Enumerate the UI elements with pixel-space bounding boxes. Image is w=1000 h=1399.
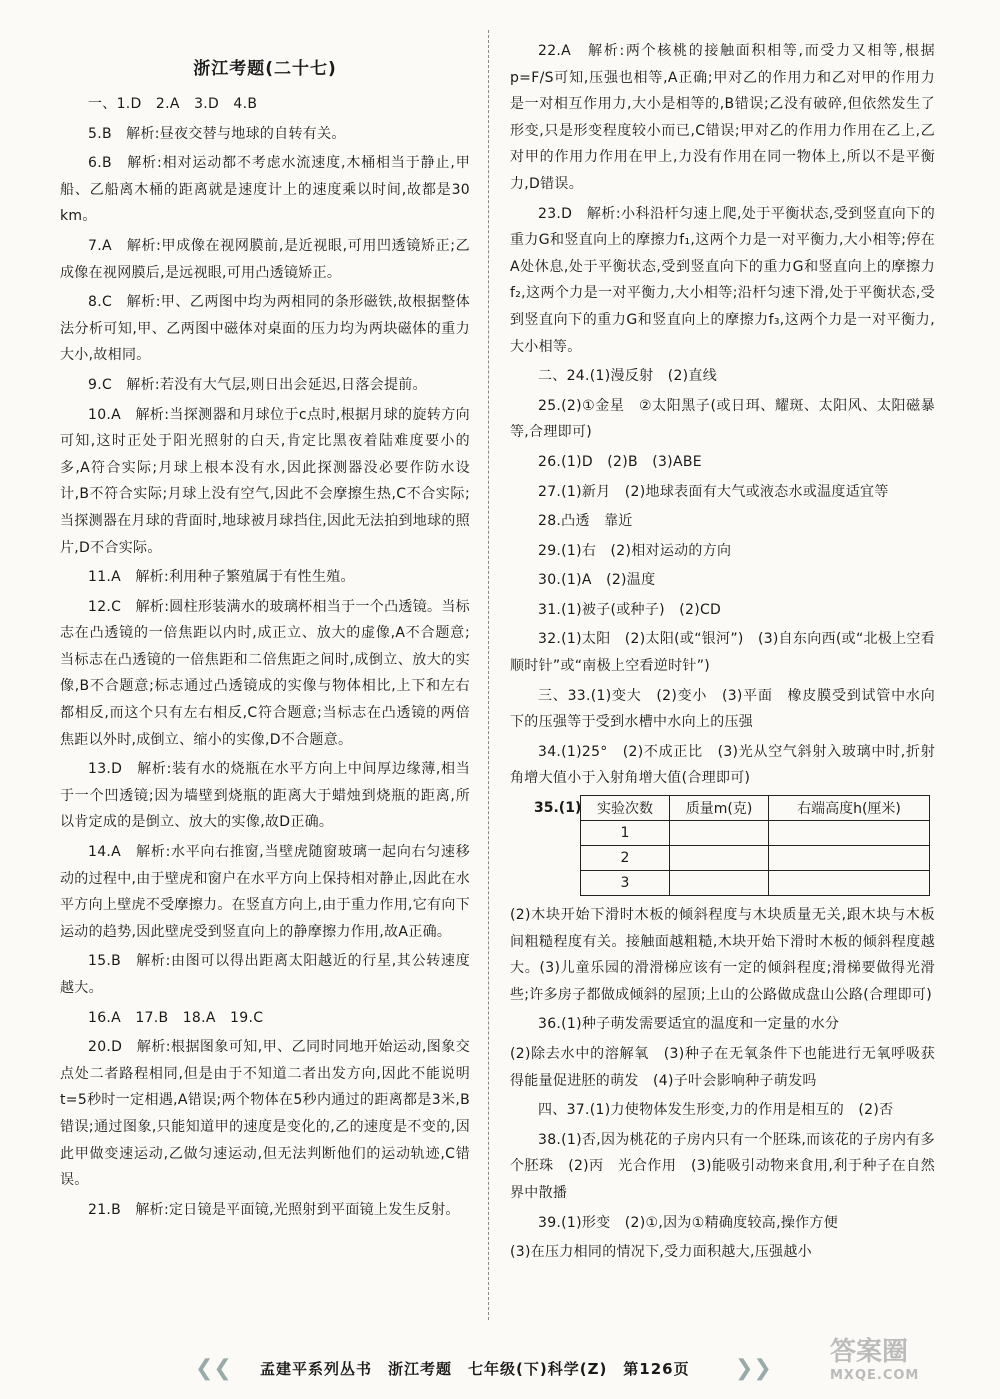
answer-paragraph: 16.A 17.B 18.A 19.C [88, 1009, 264, 1026]
answer-paragraph: 30.(1)A (2)温度 [538, 572, 656, 589]
answer-paragraph: 5.B 解析:昼夜交替与地球的自转有关。 [88, 125, 346, 142]
answer-paragraph: 39.(1)形变 (2)①,因为①精确度较高,操作方便 [538, 1214, 839, 1231]
answer-paragraph: 29.(1)右 (2)相对运动的方向 [538, 542, 732, 559]
watermark-logo [830, 1337, 920, 1388]
table-cell [670, 871, 769, 896]
answer-paragraph: 一、1.D 2.A 3.D 4.B [88, 96, 258, 112]
answer-paragraph: 8.C 解析:甲、乙两图中均为两相同的条形磁铁,故根据整体法分析可知,甲、乙两图中磁体对桌面的压力均为两块磁体的重力大小,故相同。 [60, 294, 470, 364]
answer-paragraph: 26.(1)D (2)B (3)ABE [538, 453, 702, 470]
table-header-row [581, 796, 930, 821]
table-header: 右端高度h(厘米) [769, 796, 930, 821]
answer-paragraph: 11.A 解析:利用种子繁殖属于有性生殖。 [88, 569, 355, 586]
table-cell: 1 [581, 821, 670, 846]
table-header: 质量m(克) [670, 796, 769, 821]
answer-paragraph: 12.C 解析:圆柱形装满水的玻璃杯相当于一个凸透镜。当标志在凸透镜的一倍焦距以内时,成正立、放大的虚像,A不合题意;当标志在凸透镜的一倍焦距和二倍焦距之间时,成倒立、放大的实像,B不合题意;标志通过凸透镜成的实像与物体相比,上下和左右都相反,而这个只有左右相反,C符合题意;当标志在凸透镜的两倍焦距以外时,成倒立、缩小的实像,D不合题意。 [60, 598, 470, 748]
table-cell [670, 846, 769, 871]
answer-paragraph: 25.(2)①金星 ②太阳黑子(或日珥、耀斑、太阳风、太阳磁暴等,合理即可) [510, 397, 935, 441]
right-answer-list-top [510, 38, 935, 792]
answer-paragraph: 四、37.(1)力使物体发生形变,力的作用是相互的 (2)否 [538, 1102, 894, 1119]
column-divider [488, 30, 489, 1320]
table-header: 实验次数 [581, 796, 670, 821]
experiment-table [580, 795, 930, 896]
table-cell: 3 [581, 871, 670, 896]
table-cell [769, 871, 930, 896]
answer-paragraph: 28.凸透 靠近 [538, 513, 633, 530]
footer-text: 孟建平系列丛书 浙江考题 七年级(下)科学(Z) 第126页 [260, 1360, 690, 1378]
q35-table-block [510, 795, 935, 896]
answer-paragraph: 21.B 解析:定日镜是平面镜,光照射到平面镜上发生反射。 [88, 1201, 460, 1218]
answer-paragraph: 15.B 解析:由图可以得出距离太阳越近的行星,其公转速度越大。 [60, 953, 470, 996]
answer-paragraph: 34.(1)25° (2)不成正比 (3)光从空气斜射入玻璃中时,折射角增大值小于入射角增大值(合理即可) [510, 743, 935, 787]
answer-paragraph: 22.A 解析:两个核桃的接触面积相等,而受力又相等,根据p=F/S可知,压强也相等,A正确;甲对乙的作用力和乙对甲的作用力是一对相互作用力,大小是相等的,B错误;乙没有破碎,但依然发生了形变,只是形变程度较小而已,C错误;甲对乙的作用力作用在乙上,乙对甲的作用力作用在甲上,力没有作用在同一物体上,所以不是平衡力,D错误。 [510, 43, 935, 192]
answer-paragraph: 32.(1)太阳 (2)太阳(或“银河”) (3)自东向西(或“北极上空看顺时针”或“南极上空看逆时针”) [510, 631, 936, 675]
right-answer-list-bottom [510, 902, 935, 1266]
watermark-url: MXQE.COM [830, 1368, 920, 1383]
answer-paragraph: 14.A 解析:水平向右推窗,当壁虎随窗玻璃一起向右匀速移动的过程中,由于壁虎和窗户在水平方向上保持相对静止,因此在水平方向上壁虎不受摩擦力。在竖直方向上,由于重力作用,它有向下运动的趋势,因此壁虎受到竖直向上的静摩擦力作用,故A正确。 [60, 844, 470, 940]
table-cell: 2 [581, 846, 670, 871]
answer-paragraph: 13.D 解析:装有水的烧瓶在水平方向上中间厚边缘薄,相当于一个凹透镜;因为墙壁到烧瓶的距离大于蜡烛到烧瓶的距离,所以肯定成的是倒立、放大的实像,故D正确。 [60, 761, 470, 831]
table-cell [769, 846, 930, 871]
chevron-right-icon: ❯❯ [735, 1356, 772, 1381]
table-row [581, 846, 930, 871]
table-cell [769, 821, 930, 846]
table-row [581, 821, 930, 846]
watermark-text: 答案圈 [830, 1337, 909, 1367]
answer-paragraph: (2)木块开始下滑时木板的倾斜程度与木块质量无关,跟木块与木板间粗糙程度有关。接触面越粗糙,木块开始下滑时木板的倾斜程度越大。(3)儿童乐园的滑滑梯应该有一定的倾斜程度;滑梯要做得光滑些;许多房子都做成倾斜的屋顶;上山的公路做成盘山公路(合理即可) [510, 907, 935, 1003]
answer-paragraph: 27.(1)新月 (2)地球表面有大气或液态水或温度适宜等 [538, 483, 889, 500]
answer-paragraph: 6.B 解析:相对运动都不考虑水流速度,木桶相当于静止,甲船、乙船离木桶的距离就是速度计上的速度乘以时间,故都是30 km。 [60, 155, 470, 225]
left-column [60, 38, 470, 1226]
answer-paragraph: 7.A 解析:甲成像在视网膜前,是近视眼,可用凹透镜矫正;乙成像在视网膜后,是远视眼,可用凸透镜矫正。 [60, 237, 470, 281]
answer-paragraph: 20.D 解析:根据图象可知,甲、乙同时同地开始运动,图象交点处二者路程相同,但是由于不知道二者出发方向,因此不能说明t=5秒时一定相遇,A错误;两个物体在5秒内通过的距离都是3米,B错误;通过图象,只能知道甲的速度是变化的,乙的速度是不变的,因此甲做变速运动,乙做匀速运动,但无法判断他们的运动轨迹,C错误。 [60, 1039, 470, 1189]
answer-paragraph: 31.(1)被子(或种子) (2)CD [538, 601, 722, 618]
table-row [581, 871, 930, 896]
table-cell [670, 821, 769, 846]
answer-paragraph: 9.C 解析:若没有大气层,则日出会延迟,日落会提前。 [88, 376, 427, 393]
left-answer-list [60, 91, 470, 1223]
q35-label: 35.(1) [534, 800, 582, 817]
answer-paragraph: 36.(1)种子萌发需要适宜的温度和一定量的水分 [538, 1016, 840, 1033]
answer-paragraph: (2)除去水中的溶解氧 (3)种子在无氧条件下也能进行无氧呼吸获得能量促进胚的萌发 (4)子叶会影响种子萌发吗 [510, 1046, 935, 1089]
chevron-left-icon: ❮❮ [195, 1356, 232, 1381]
answer-paragraph: (3)在压力相同的情况下,受力面积越大,压强越小 [510, 1244, 812, 1261]
answer-paragraph: 38.(1)否,因为桃花的子房内只有一个胚珠,而该花的子房内有多个胚珠 (2)丙 光合作用 (3)能吸引动物来食用,利于种子在自然界中散播 [510, 1131, 935, 1201]
right-column [510, 38, 935, 1269]
answer-paragraph: 三、33.(1)变大 (2)变小 (3)平面 橡皮膜受到试管中水向下的压强等于受到水槽中水向上的压强 [510, 687, 935, 731]
answer-paragraph: 23.D 解析:小科沿杆匀速上爬,处于平衡状态,受到竖直向下的重力G和竖直向上的摩擦力f₁,这两个力是一对平衡力,大小相等;停在A处休息,处于平衡状态,受到竖直向下的重力G和竖直向上的摩擦力f₂,这两个力是一对平衡力,大小相等;沿杆匀速下滑,处于平衡状态,受到竖直向下的重力G和竖直向上的摩擦力f₃,这两个力是一对平衡力,大小相等。 [510, 205, 935, 355]
answer-paragraph: 二、24.(1)漫反射 (2)直线 [538, 368, 718, 385]
answer-paragraph: 10.A 解析:当探测器和月球位于c点时,根据月球的旋转方向可知,这时正处于阳光照射的白天,肯定比黑夜着陆难度要小的多,A符合实际;月球上根本没有水,因此探测器没必要作防水设计,B不符合实际;月球上没有空气,因此不会摩擦生热,C不合实际;当探测器在月球的背面时,地球被月球挡住,因此无法拍到地球的照片,D不合实际。 [60, 406, 470, 556]
section-title: 浙江考题(二十七) [193, 59, 337, 79]
